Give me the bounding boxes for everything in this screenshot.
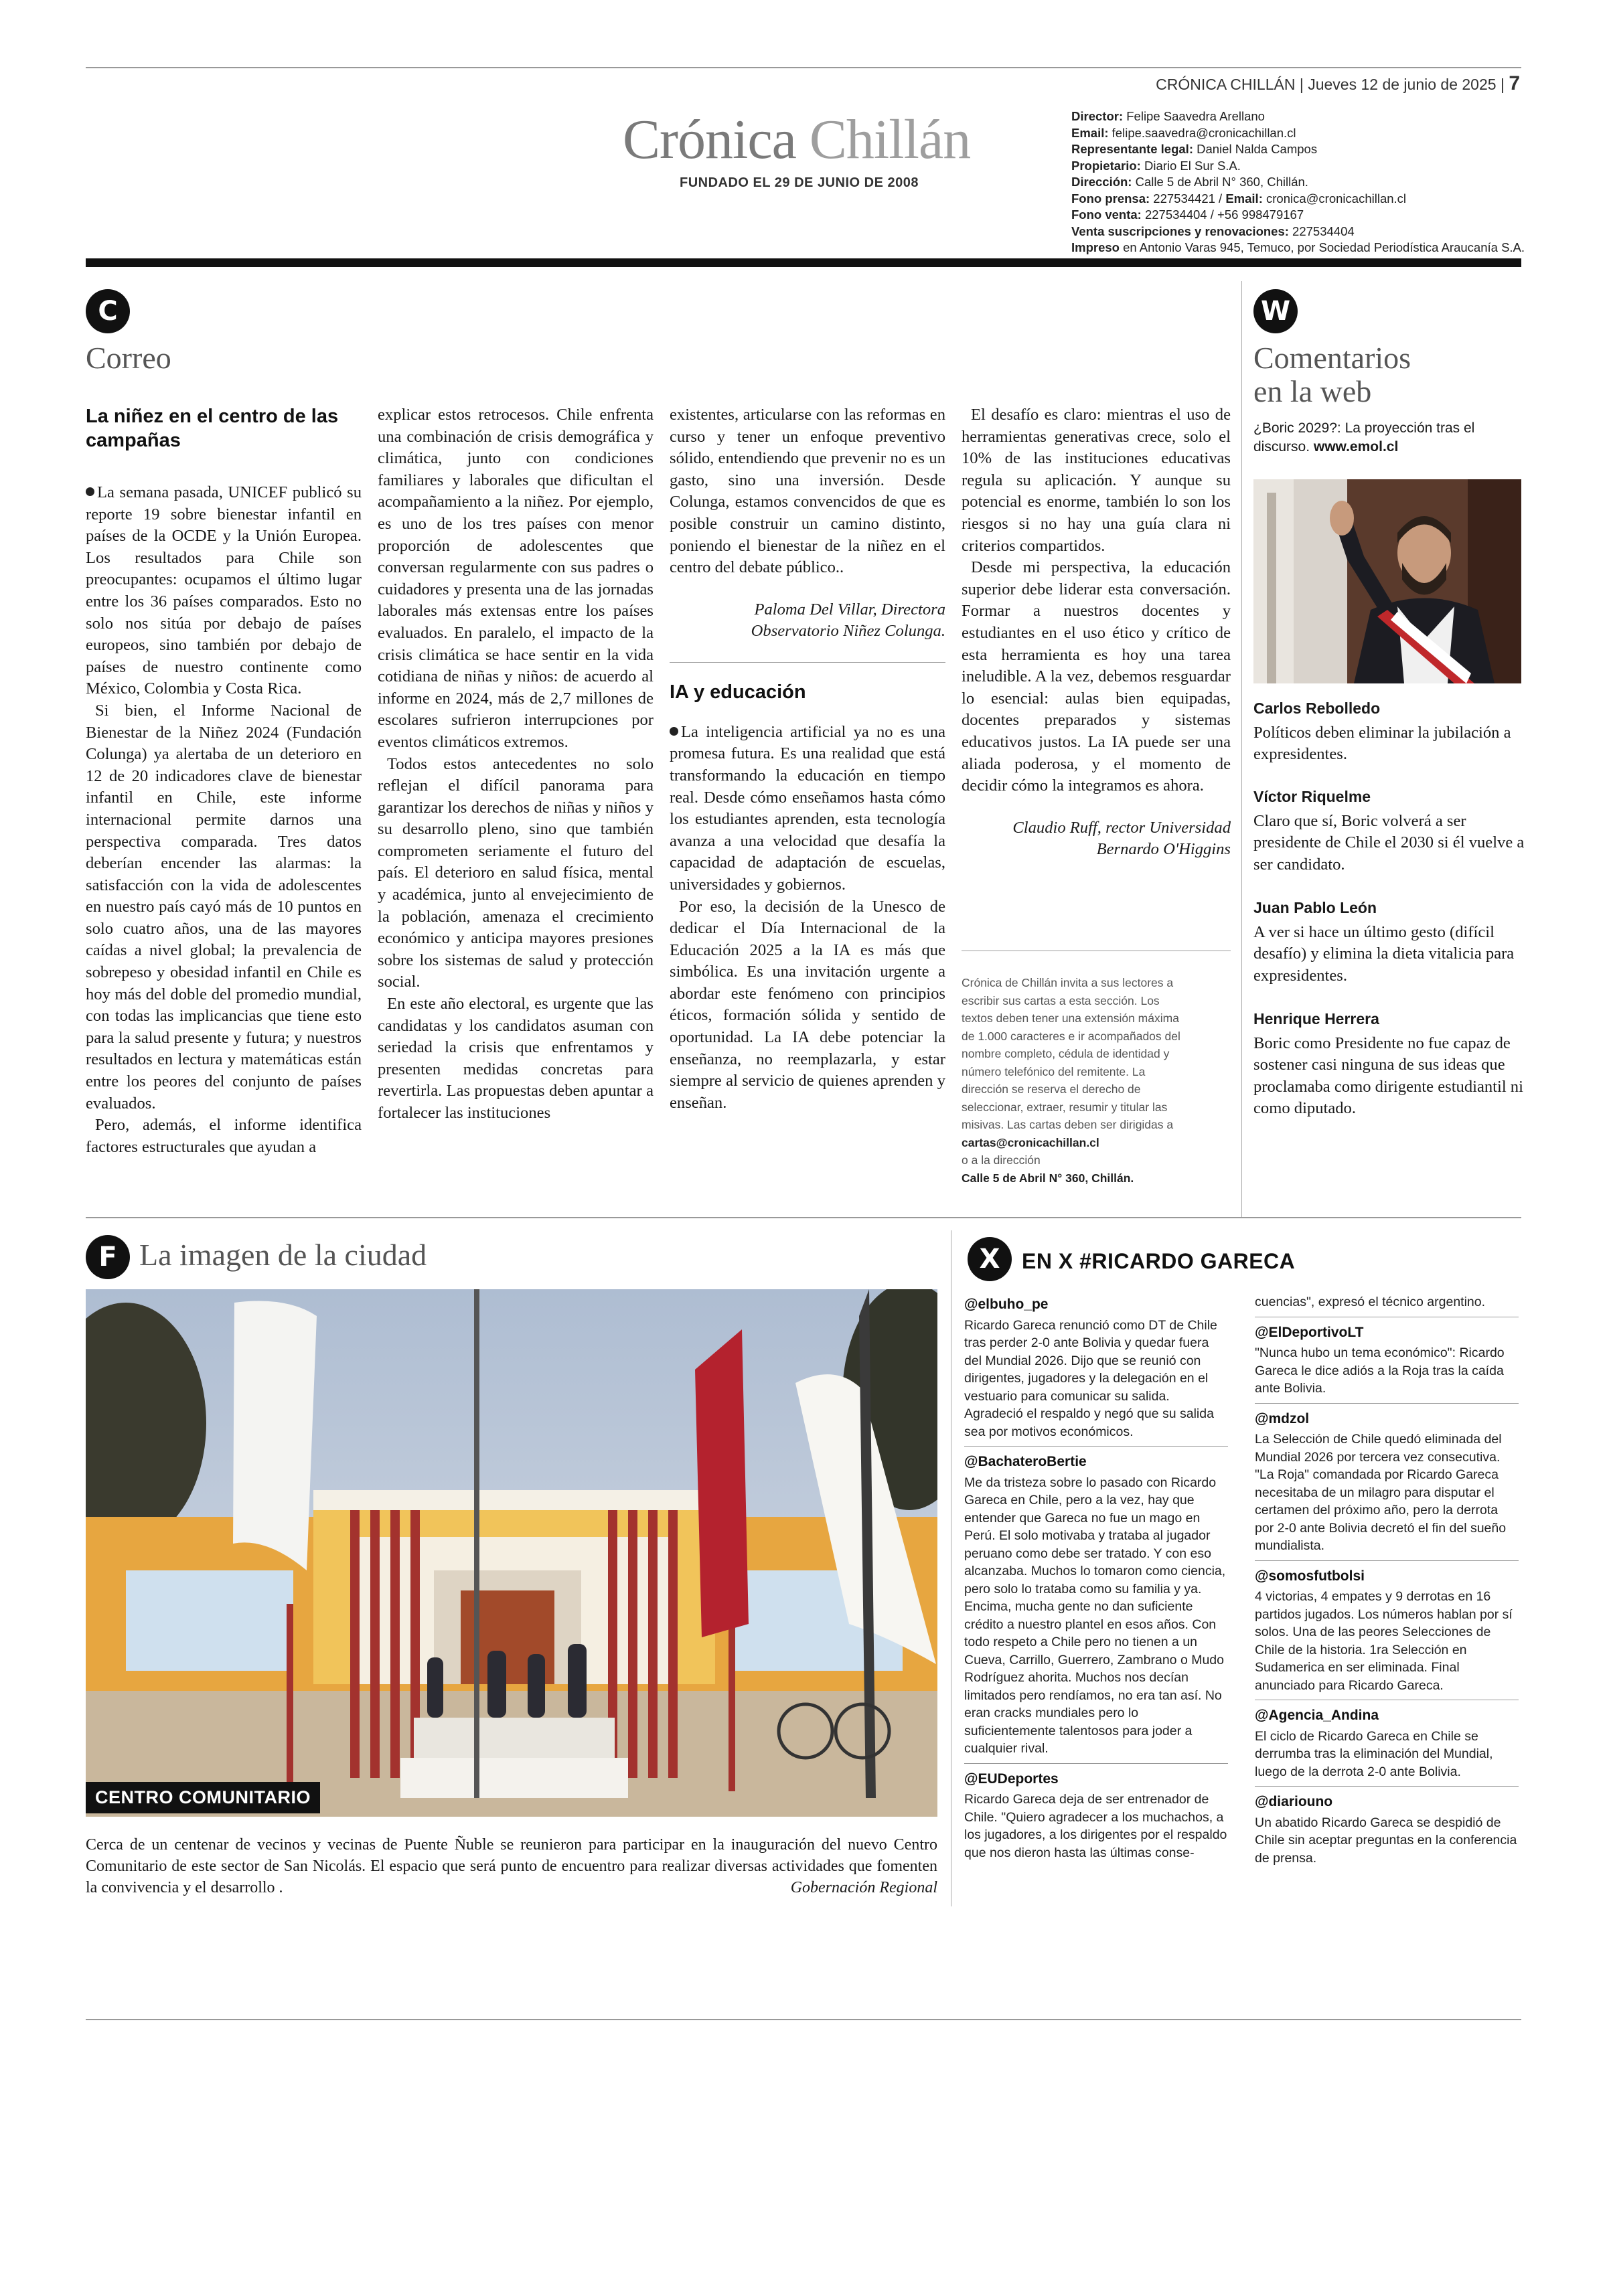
comment-text: Claro que sí, Boric volverá a ser presidente de Chile el 2030 si él vuelve a ser candidato. <box>1253 811 1525 874</box>
tweet <box>964 1764 1228 1868</box>
signature-line: Bernardo O'Higgins <box>1096 839 1231 858</box>
tweet-text: Ricardo Gareca renunció como DT de Chile tras perder 2-0 ante Bolivia y quedar fuera del Mundial 2026. Dijo que se reunió con dirigentes, jugadores y la delegación en el vestuario para comunicar su salida. Agradeció el respaldo y negó que su salida sea por motivos económicos. <box>964 1317 1217 1439</box>
tweet-text: Me da tristeza sobre lo pasado con Ricardo Gareca en Chile, pero a la vez, hay que entender que Gareca no fue un mago en Perú. El solo motivaba y trataba al jugador peruano como debe ser tratado. Y con eso alcanzaba. Muchos lo tomaron como ciencia, pero solo lo trataba como su familia y ya. Encima, mucha gente no dan suficiente crédito a nuestro plantel en esos años. Con todo respeto a Chile pero no tienen a un Cueva, Carrillo, Guerrero, Zambrano o Mudo Rodríguez ahorita. Muchos nos decían limitados pero rendíamos, no era tan así. No eran cracks mundiales pero lo suficientemente talentosos para joder a cualquier rival. <box>964 1475 1226 1756</box>
web-comment <box>1253 1008 1528 1120</box>
signature-line: Paloma Del Villar, Directora <box>754 600 945 619</box>
bullet-icon <box>670 727 678 736</box>
founded-line: FUNDADO EL 29 DE JUNIO DE 2008 <box>680 175 919 190</box>
tweets-column-2 <box>1255 1289 1519 1872</box>
correo-column-1 <box>86 404 362 1158</box>
masthead-row: Representante legal: Daniel Nalda Campos <box>1071 142 1318 156</box>
web-badge: W <box>1253 289 1298 333</box>
tweets-column-1 <box>964 1289 1228 1867</box>
tweet <box>1255 1787 1519 1872</box>
boric-photo <box>1253 479 1521 683</box>
masthead-row: Venta suscripciones y renovaciones: 227534404 <box>1071 224 1355 238</box>
masthead-row: Director: Felipe Saavedra Arellano <box>1071 109 1265 123</box>
bullet-icon <box>86 487 94 496</box>
running-title: CRÓNICA CHILLÁN <box>1156 76 1296 93</box>
letters-email[interactable]: cartas@cronicachillan.cl <box>962 1135 1099 1149</box>
tweet <box>1255 1317 1519 1404</box>
web-title: Comentarios en la web <box>1253 341 1411 408</box>
community-center-photo <box>86 1289 937 1817</box>
city-badge: F <box>86 1235 130 1279</box>
letters-address: Calle 5 de Abril N° 360, Chillán. <box>962 1171 1134 1185</box>
article-title: La niñez en el centro de las campañas <box>86 406 339 451</box>
web-comment <box>1253 786 1528 876</box>
tweet-handle[interactable]: @ElDeportivoLT <box>1255 1324 1364 1340</box>
article-signature <box>670 599 945 642</box>
correo-badge: C <box>86 289 130 333</box>
article-title: IA y educación <box>670 681 806 703</box>
masthead-row: Email: felipe.saavedra@cronicachillan.cl <box>1071 125 1296 140</box>
article-paragraph: En este año electoral, es urgente que las candidatas y los candidatos asuman con seriedad la crisis que enfrentamos y presenten medidas concretas para revertirla. Las propuestas deben apuntar a fortalecer las instituciones <box>378 995 654 1122</box>
tweet-text: Un abatido Ricardo Gareca se despidió de Chile sin aceptar preguntas en la conferencia de prensa. <box>1255 1815 1517 1866</box>
section-rule <box>86 1217 1521 1218</box>
article-divider <box>670 662 945 663</box>
tweet-handle[interactable]: @elbuho_pe <box>964 1297 1049 1312</box>
column-rule <box>1241 281 1242 1218</box>
masthead-row: Fono prensa: 227534421 / Email: cronica@cronicachillan.cl <box>1071 191 1407 206</box>
tweet <box>1255 1561 1519 1701</box>
correo-column-4 <box>962 404 1231 860</box>
tweet-handle[interactable]: @BachateroBertie <box>964 1454 1087 1469</box>
masthead-row: Fono venta: 227534404 / +56 998479167 <box>1071 208 1304 222</box>
page-number: 7 <box>1509 72 1520 94</box>
signature-line: Observatorio Niñez Colunga. <box>751 621 945 640</box>
article-paragraph: El desafío es claro: mientras el uso de herramientas generativas crece, solo el 10% de las instituciones educativas regula su aplicación. Y aunque su potencial es enorme, también lo son los riesgos si no hay una guía clara ni criterios compartidos. <box>962 406 1231 555</box>
tweet-text: Ricardo Gareca deja de ser entrenador de Chile. "Quiero agradecer a los muchachos, a los jugadores, a los dirigentes por el respaldo que nos dieron hasta las últimas conse- <box>964 1792 1227 1860</box>
article-paragraph: existentes, articularse con las reformas en curso y tener un enfoque preventivo sólido, entendiendo que prevenir no es un gasto, sino una inversión. Desde Colunga, estamos convencidos de que es posible construir un camino distinto, poniendo el bienestar de la niñez en el centro del debate público.. <box>670 406 945 577</box>
top-rule <box>86 67 1521 68</box>
article-paragraph: Si bien, el Informe Nacional de Bienestar de la Niñez 2024 (Fundación Colunga) ya alertaba de un deterioro en 12 de 20 indicadores clave de bienestar infantil en Chile, este informe internacional permite darnos una perspectiva comparada. Tres datos deberían encender las alarmas: la satisfacción con la vida de adolescentes en nuestro país cayó más de 10 puntos en solo cuatro años, una de las mayores caídas a nivel global; la prevalencia de sobrepeso y obesidad infantil en Chile es hoy más del doble del promedio mundial, con todas las implicancias que tiene esto para la salud presente y futura; y nuestros resultados en lectura y matemáticas están entre los peores del conjunto de países evaluados. <box>86 701 362 1113</box>
article-paragraph: Desde mi perspectiva, la educación superior debe liderar esta conversación. Formar a nuestros docentes y estudiantes en el uso ético y crítico de esta herramienta es hoy una tarea ineludible. A la vez, debemos resguardar lo esencial: aulas bien equipadas, docentes preparados y sistemas educativos justos. La IA puede ser una aliada poderosa, y el momento de decidir cómo la integramos es ahora. <box>962 558 1231 795</box>
comment-author: Juan Pablo León <box>1253 899 1377 916</box>
masthead-row: Dirección: Calle 5 de Abril N° 360, Chillán. <box>1071 175 1308 189</box>
article-paragraph: La semana pasada, UNICEF publicó su reporte 19 sobre bienestar infantil en países de la OCDE y la Unión Europea. Los resultados para Chile son preocupantes: ocupamos el último lugar entre los 36 países comparados. Esto no solo nos sitúa por debajo de países europeos, sino también por debajo de países de nuestro continente como México, Colombia y Costa Rica. <box>86 483 362 698</box>
comment-text: Políticos deben eliminar la jubilación a expresidentes. <box>1253 723 1511 764</box>
header-bar <box>86 258 1521 267</box>
tweet-handle[interactable]: @diariouno <box>1255 1794 1333 1809</box>
running-header: CRÓNICA CHILLÁN | Jueves 12 de junio de 2025 | 7 <box>1156 72 1520 94</box>
comment-author: Henrique Herrera <box>1253 1010 1379 1028</box>
tweet-continuation <box>1255 1289 1519 1317</box>
photo-caption: Cerca de un centenar de vecinos y vecinas de Puente Ñuble se reunieron para participar en la inauguración del nuevo Centro Comunitario de este sector de San Nicolás. El espacio que será punto de encuentro para realizar diversas actividades que fomenten la convivencia y el desarrollo . Gobernación Regional <box>86 1834 937 1898</box>
correo-column-3 <box>670 404 945 1114</box>
photo-label: CENTRO COMUNITARIO <box>86 1782 320 1813</box>
tweet <box>964 1447 1228 1764</box>
article-signature <box>962 817 1231 860</box>
tweet-text: "Nunca hubo un tema económico": Ricardo Gareca le dice adiós a la Roja tras la caída ante Bolivia. <box>1255 1345 1505 1396</box>
photo-credit: Gobernación Regional <box>790 1879 937 1896</box>
article-paragraph: La inteligencia artificial ya no es una promesa futura. Es una realidad que está transformando la educación en tiempo real. Desde cómo enseñamos hasta cómo los estudiantes aprenden, esta tecnología avanza a una velocidad que desafía la capacidad de adaptación de escuelas, universidades y gobiernos. <box>670 722 945 894</box>
web-source[interactable]: www.emol.cl <box>1313 439 1399 455</box>
tweet-handle[interactable]: @Agencia_Andina <box>1255 1708 1379 1723</box>
x-title: EN X #RICARDO GARECA <box>1022 1249 1296 1273</box>
article-paragraph: explicar estos retrocesos. Chile enfrenta una combinación de crisis demográfica y climática, junto con condiciones familiares y laborales que dificultan el acompañamiento a la niñez. Por ejemplo, es uno de los tres países con menor proporción de adolescentes que conversan regularmente con sus padres o cuidadores y presenta una de las jornadas laborales más extensas entre los países evaluados. En paralelo, el impacto de la crisis climática se hace sentir en la vida cotidiana de niñas y niños: de acuerdo al informe en 2024, más de 2,7 millones de escolares sufrieron interrupciones por eventos climáticos extremos. <box>378 406 654 751</box>
tweet-text: La Selección de Chile quedó eliminada del Mundial 2026 por tercera vez consecutiva. "La Roja" comandada por Ricardo Gareca necesitaba de un milagro para disputar el certamen del próximo año, pero la derrota por 2-0 ante Bolivia decretó el fin del sueño mundialista. <box>1255 1432 1507 1553</box>
comment-author: Víctor Riquelme <box>1253 788 1371 805</box>
web-question: ¿Boric 2029?: La proyección tras el discurso. www.emol.cl <box>1253 420 1475 455</box>
correo-title: Correo <box>86 341 171 375</box>
bottom-rule <box>86 2019 1521 2020</box>
web-comment <box>1253 698 1528 766</box>
x-badge: X <box>968 1237 1012 1281</box>
tweet <box>1255 1700 1519 1787</box>
comment-text: Boric como Presidente no fue capaz de sostener casi ninguna de sus ideas que proclamaba como dirigente estudiantil ni como diputado. <box>1253 1034 1523 1118</box>
article-paragraph: Pero, además, el informe identifica factores estructurales que ayudan a <box>86 1116 362 1156</box>
tweet-text: cuencias", expresó el técnico argentino. <box>1255 1295 1486 1309</box>
logo-part-1: Crónica <box>623 108 796 171</box>
city-title: La imagen de la ciudad <box>139 1238 427 1272</box>
tweet-handle[interactable]: @EUDeportes <box>964 1771 1059 1787</box>
logo-part-2: Chillán <box>809 108 971 171</box>
letters-notice: Crónica de Chillán invita a sus lectores a escribir sus cartas a esta sección. Los textos deben tener una extensión máxima de 1.000 caracteres e ir acompañados del nombre completo, cédula de identidad y número telefónico del remitente. La dirección se reserva el derecho de seleccionar, extraer, resumir y titular las misivas. Las cartas deben ser dirigidas a cartas@cronicachillan.cl o a la dirección Calle 5 de Abril N° 360, Chillán. <box>962 976 1180 1185</box>
correo-column-2 <box>378 404 654 1125</box>
article-paragraph: Por eso, la decisión de la Unesco de dedicar el Día Internacional de la Educación 2025 a la IA es más que simbólica. Es una invitación urgente a abordar este fenómeno con principios éticos, formación sólida y sentido de oportunidad. La IA debe potenciar la enseñanza, no reemplazarla, y estar siempre al servicio de quienes aprenden y enseñan. <box>670 897 945 1112</box>
signature-line: Claudio Ruff, rector Universidad <box>1012 818 1231 837</box>
tweet-handle[interactable]: @mdzol <box>1255 1410 1310 1426</box>
masthead-row: Propietario: Diario El Sur S.A. <box>1071 158 1241 173</box>
article-paragraph: Todos estos antecedentes no solo reflejan el difícil panorama para garantizar los derechos de niñas y niños y su desarrollo pleno, sino que también comprometen seriamente el futuro del país. El deterioro en salud física, mental y académica, junto al envejecimiento de la población, amenaza el crecimiento económico y anticipa mayores presiones sobre los sistemas de salud y protección social. <box>378 754 654 991</box>
masthead-info <box>1071 108 1525 256</box>
masthead-row: Impreso en Antonio Varas 945, Temuco, por Sociedad Periodística Araucanía S.A. <box>1071 240 1525 254</box>
tweet-handle[interactable]: @somosfutbolsi <box>1255 1568 1365 1584</box>
web-comment <box>1253 897 1528 987</box>
comment-author: Carlos Rebolledo <box>1253 700 1381 717</box>
running-date: Jueves 12 de junio de 2025 <box>1308 76 1497 93</box>
tweet-text: El ciclo de Ricardo Gareca en Chile se derrumba tras la eliminación del Mundial, luego de la derrota 2-0 ante Bolivia. <box>1255 1728 1493 1779</box>
tweet <box>1255 1404 1519 1561</box>
newspaper-logo <box>623 107 970 172</box>
tweet-text: 4 victorias, 4 empates y 9 derrotas en 16 partidos jugados. Los números hablan por sí solos. Una de las peores Selecciones de Chile de la historia. 1ra Selección en Sudamerica en ser eliminada. Final anunciado para Ricardo Gareca. <box>1255 1589 1513 1693</box>
tweet <box>964 1289 1228 1447</box>
comment-text: A ver si hace un último gesto (difícil desafío) y elimina la dieta vitalicia para expresidentes. <box>1253 922 1515 985</box>
